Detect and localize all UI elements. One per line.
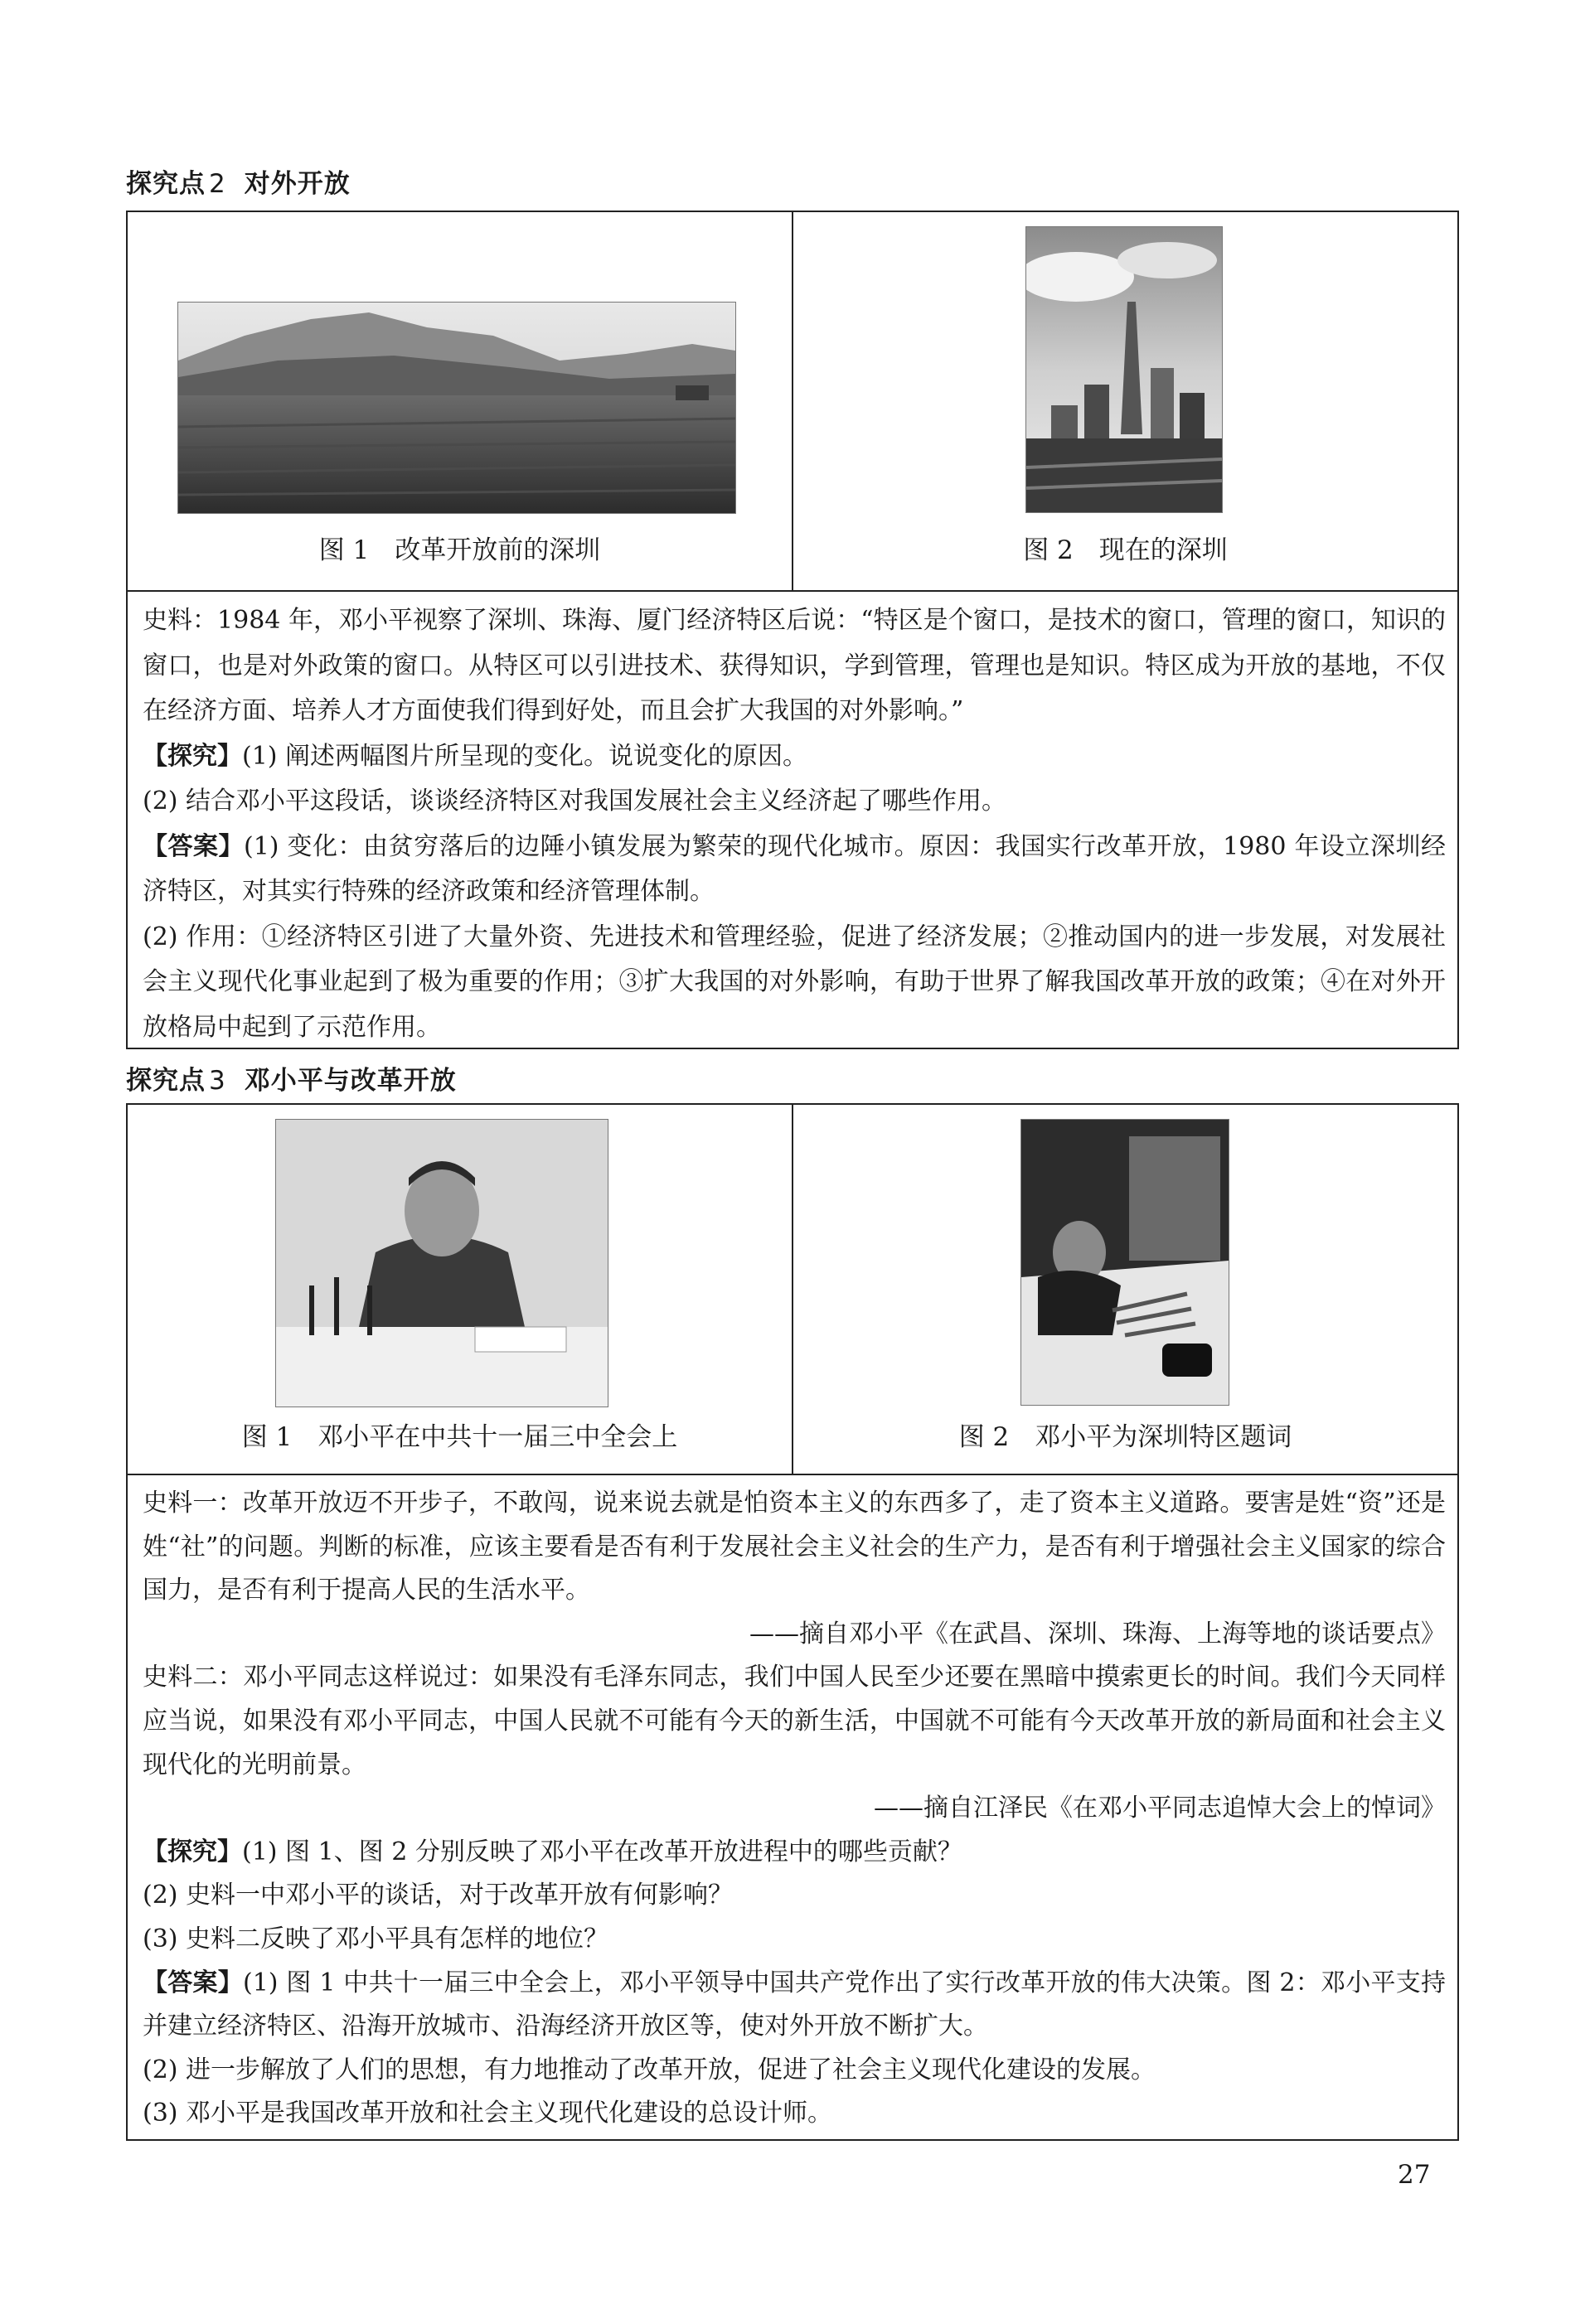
explore-q2: (2) 结合邓小平这段话，谈谈经济特区对我国发展社会主义经济起了哪些作用。 xyxy=(143,787,1007,816)
explore-q2: (2) 史料一中邓小平的谈话，对于改革开放有何影响？ xyxy=(143,1881,734,1910)
answer-2: (2) 作用：①经济特区引进了大量外资、先进技术和管理经验，促进了经济发展；②推动国内的进一步发展，对发展社会主义现代化事业起到了极为重要的作用；③扩大我国的对外影响，有助于世界了解我国改革开放的政策；④在对外开放格局中起到了示范作用。 xyxy=(143,922,1446,1042)
section-title: 对外开放 xyxy=(244,169,351,199)
fig-2-cell xyxy=(792,212,1457,590)
fig-1-caption: 图 1 邓小平在中共十一届三中全会上 xyxy=(241,1422,678,1452)
source-2-citation: ——摘自江泽民《在邓小平同志追悼大会上的悼词》 xyxy=(874,1794,1446,1823)
fig-1-cell xyxy=(128,1105,792,1474)
answer-3: (3) 邓小平是我国改革开放和社会主义现代化建设的总设计师。 xyxy=(143,2099,833,2128)
explore-q3: (3) 史料二反映了邓小平具有怎样的地位？ xyxy=(143,1924,609,1954)
fig-1-cell xyxy=(128,212,792,590)
source-2-text: 史料二：邓小平同志这样说过：如果没有毛泽东同志，我们中国人民至少还要在黑暗中摸索更长的时间。我们今天同样应当说，如果没有邓小平同志，中国人民就不可能有今天的新生活，中国就不可能有今天改革开放的新局面和社会主义现代化的光明前景。 xyxy=(143,1663,1446,1779)
explore-tag: 【探究】 xyxy=(143,1837,242,1866)
old-shenzhen-photo xyxy=(177,302,736,514)
answer-2: (2) 进一步解放了人们的思想，有力地推动了改革开放，促进了社会主义现代化建设的发展。 xyxy=(143,2055,1156,2084)
section-2-box xyxy=(126,211,1459,1049)
section-number: 2 xyxy=(209,169,226,199)
section-3-text xyxy=(128,1475,1457,2141)
page-number: 27 xyxy=(1398,2160,1431,2190)
modern-shenzhen-photo xyxy=(1025,226,1223,513)
fig-2-caption: 图 2 现在的深圳 xyxy=(1023,535,1228,565)
section-2-heading xyxy=(126,162,351,200)
section-label: 探究点 xyxy=(126,169,206,199)
fig-2-cell xyxy=(792,1105,1457,1474)
answer-tag: 【答案】 xyxy=(143,831,245,861)
source-1-citation: ——摘自邓小平《在武昌、深圳、珠海、上海等地的谈话要点》 xyxy=(749,1619,1446,1649)
section-2-text xyxy=(128,592,1457,1055)
source-text: 史料：1984 年，邓小平视察了深圳、珠海、厦门经济特区后说：“特区是个窗口，是技术的窗口，管理的窗口，知识的窗口，也是对外政策的窗口。从特区可以引进技术、获得知识，学到管理，管理也是知识。特区成为开放的基地，不仅在经济方面、培养人才方面使我们得到好处，而且会扩大我国的对外影响。” xyxy=(143,606,1446,725)
answer-tag: 【答案】 xyxy=(143,1968,244,1997)
answer-1: 【答案】(1) 变化：由贫穷落后的边陲小镇发展为繁荣的现代化城市。原因：我国实行改革开放，1980 年设立深圳经济特区，对其实行特殊的经济政策和经济管理体制。 xyxy=(143,831,1447,906)
fig-2-caption: 图 2 邓小平为深圳特区题词 xyxy=(958,1422,1292,1452)
section-3-box xyxy=(126,1103,1459,2141)
section-label: 探究点 xyxy=(126,1066,206,1096)
explore-q1: 【探究】(1) 图 1、图 2 分别反映了邓小平在改革开放进程中的哪些贡献？ xyxy=(143,1837,962,1866)
answer-1: 【答案】(1) 图 1 中共十一届三中全会上，邓小平领导中国共产党作出了实行改革开放的伟大决策。图 2：邓小平支持并建立经济特区、沿海开放城市、沿海经济开放区等，使对外开放不断扩大。 xyxy=(143,1968,1447,2041)
fig-1-caption: 图 1 改革开放前的深圳 xyxy=(318,535,601,565)
source-1-text: 史料一：改革开放迈不开步子，不敢闯，说来说去就是怕资本主义的东西多了，走了资本主义道路。要害是姓“资”还是姓“社”的问题。判断的标准，应该主要看是否有利于发展社会主义社会的生产力，是否有利于增强社会主义国家的综合国力，是否有利于提高人民的生活水平。 xyxy=(143,1489,1446,1605)
explore-tag: 【探究】 xyxy=(143,741,242,771)
section-number: 3 xyxy=(209,1066,226,1096)
deng-calligraphy-photo xyxy=(1020,1119,1229,1406)
section-title: 邓小平与改革开放 xyxy=(244,1066,457,1096)
deng-plenum-photo xyxy=(275,1119,608,1407)
section-3-heading xyxy=(126,1059,457,1097)
explore-q1: 【探究】(1) 阐述两幅图片所呈现的变化。说说变化的原因。 xyxy=(143,741,808,771)
